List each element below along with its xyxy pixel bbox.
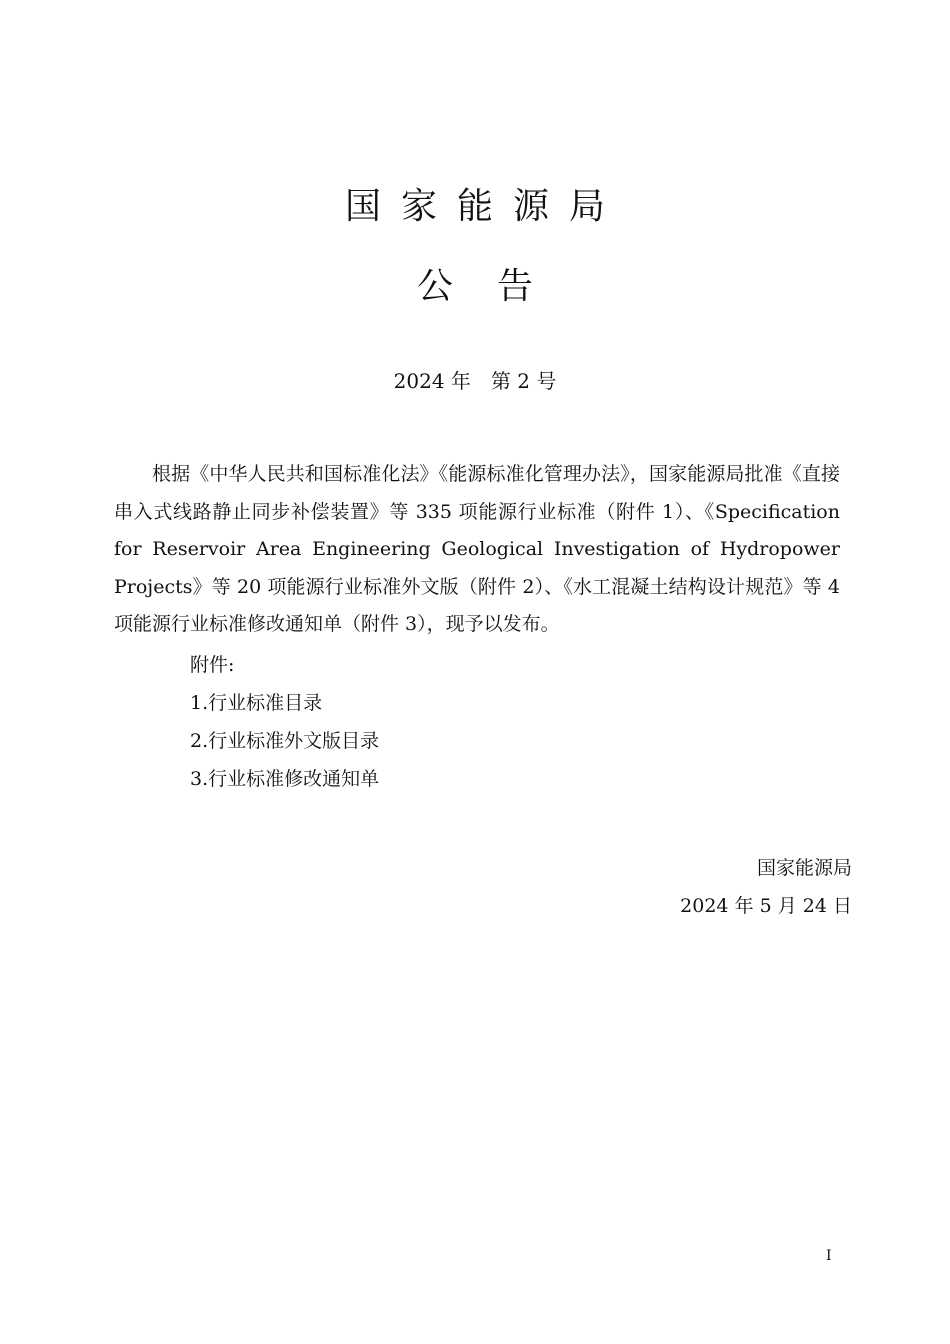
signature-date: 2024 年 5 月 24 日: [680, 895, 852, 917]
notice-title: 公告: [416, 266, 577, 307]
signature-agency: 国家能源局: [756, 857, 852, 879]
attachment-item: 1.行业标准目录: [190, 692, 323, 714]
attachment-item: 3.行业标准修改通知单: [190, 768, 380, 790]
page-number: I: [826, 1248, 832, 1264]
agency-title: 国家能源局: [344, 186, 625, 227]
attachment-item: 2.行业标准外文版目录: [190, 730, 380, 752]
attachments-heading: 附件:: [190, 654, 235, 676]
issue-number: 2024 年 第 2 号: [393, 369, 557, 393]
announcement-paragraph: 根据《中华人民共和国标准化法》《能源标准化管理办法》，国家能源局批准《直接串入式线路静止同步补偿装置》等 335 项能源行业标准（附件 1）、《Specification for Reservoir Area Engineering Geological Investigation of Hydropower Projects》等 20 项能源行业标准外文版（附件 2）、《水工混凝土结构设计规范》等 4 项能源行业标准修改通知单（附件 3），现予以发布。: [114, 463, 840, 635]
